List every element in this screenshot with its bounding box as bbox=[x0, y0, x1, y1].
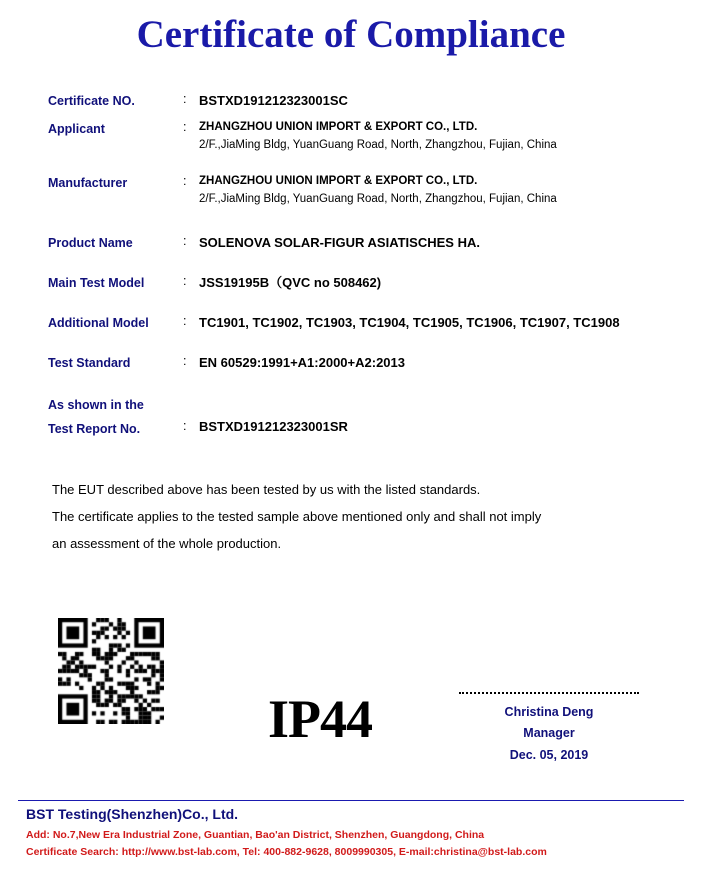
value-product-name: SOLENOVA SOLAR-FIGUR ASIATISCHES HA. bbox=[199, 234, 480, 250]
manufacturer-address: 2/F.,JiaMing Bldg, YuanGuang Road, North, Zhangzhou, Fujian, China bbox=[199, 193, 557, 206]
lower-marks-area bbox=[0, 600, 702, 800]
certificate-fields bbox=[0, 89, 702, 442]
footer-divider bbox=[18, 800, 684, 801]
colon: : bbox=[183, 313, 187, 328]
footer-company-name: BST Testing(Shenzhen)Co., Ltd. bbox=[26, 806, 239, 823]
label-certificate-no: Certificate NO. bbox=[48, 93, 135, 108]
field-row-test-report-no bbox=[48, 391, 662, 442]
footer-address: Add: No.7,New Era Industrial Zone, Guantian, Bao'an District, Shenzhen, Guangdong, China bbox=[26, 829, 485, 842]
manufacturer-company: ZHANGZHOU UNION IMPORT & EXPORT CO., LTD. bbox=[199, 174, 478, 187]
label-test-standard: Test Standard bbox=[48, 355, 131, 370]
value-test-report-no: BSTXD191212323001SR bbox=[199, 418, 348, 434]
label-main-test-model: Main Test Model bbox=[48, 275, 145, 290]
value-applicant bbox=[199, 117, 662, 155]
colon: : bbox=[183, 91, 187, 106]
statement-line-1: The EUT described above has been tested by us with the listed standards. bbox=[52, 482, 481, 498]
ip-rating-mark: IP44 bbox=[268, 689, 372, 749]
colon: : bbox=[183, 233, 187, 248]
signature-divider bbox=[459, 692, 639, 694]
label-manufacturer: Manufacturer bbox=[48, 175, 128, 190]
label-additional-model: Additional Model bbox=[48, 315, 149, 330]
applicant-address: 2/F.,JiaMing Bldg, YuanGuang Road, North, Zhangzhou, Fujian, China bbox=[199, 139, 557, 152]
statement-line-3: an assessment of the whole production. bbox=[52, 535, 282, 551]
footer-contact: Certificate Search: http://www.bst-lab.com, Tel: 400-882-9628, 8009990305, E-mail:christina@bst-lab.com bbox=[26, 846, 547, 859]
colon: : bbox=[183, 418, 187, 433]
field-row-certificate-no bbox=[48, 89, 662, 115]
value-test-standard: EN 60529:1991+A1:2000+A2:2013 bbox=[199, 354, 405, 370]
field-row-main-test-model bbox=[48, 271, 662, 297]
label-test-report-line1: As shown in the bbox=[48, 397, 144, 412]
value-main-test-model: JSS19195B（QVC no 508462) bbox=[199, 274, 382, 290]
colon: : bbox=[183, 173, 187, 188]
label-applicant: Applicant bbox=[48, 121, 105, 136]
colon: : bbox=[183, 353, 187, 368]
signatory-role: Manager bbox=[523, 726, 575, 741]
value-additional-model: TC1901, TC1902, TC1903, TC1904, TC1905, TC1906, TC1907, TC1908 bbox=[199, 314, 620, 330]
label-test-report-line2: Test Report No. bbox=[48, 421, 141, 436]
qr-code-icon bbox=[58, 618, 164, 724]
field-row-additional-model bbox=[48, 311, 662, 337]
field-row-product-name bbox=[48, 231, 662, 257]
label-test-report-no bbox=[48, 391, 183, 442]
page-footer bbox=[0, 800, 702, 861]
colon: : bbox=[183, 273, 187, 288]
signature-block bbox=[454, 692, 644, 766]
field-row-applicant bbox=[48, 117, 662, 157]
page-title: Certificate of Compliance bbox=[136, 13, 566, 56]
signature-date: Dec. 05, 2019 bbox=[509, 747, 589, 762]
label-product-name: Product Name bbox=[48, 235, 133, 250]
colon: : bbox=[183, 119, 187, 134]
field-row-manufacturer bbox=[48, 171, 662, 217]
signatory-name: Christina Deng bbox=[504, 705, 594, 719]
statement-line-2: The certificate applies to the tested sample above mentioned only and shall not imply bbox=[52, 508, 542, 524]
field-row-test-standard bbox=[48, 351, 662, 377]
statement-block bbox=[0, 477, 702, 557]
value-certificate-no: BSTXD191212323001SC bbox=[199, 92, 348, 108]
value-manufacturer bbox=[199, 171, 662, 209]
applicant-company: ZHANGZHOU UNION IMPORT & EXPORT CO., LTD. bbox=[199, 120, 478, 133]
